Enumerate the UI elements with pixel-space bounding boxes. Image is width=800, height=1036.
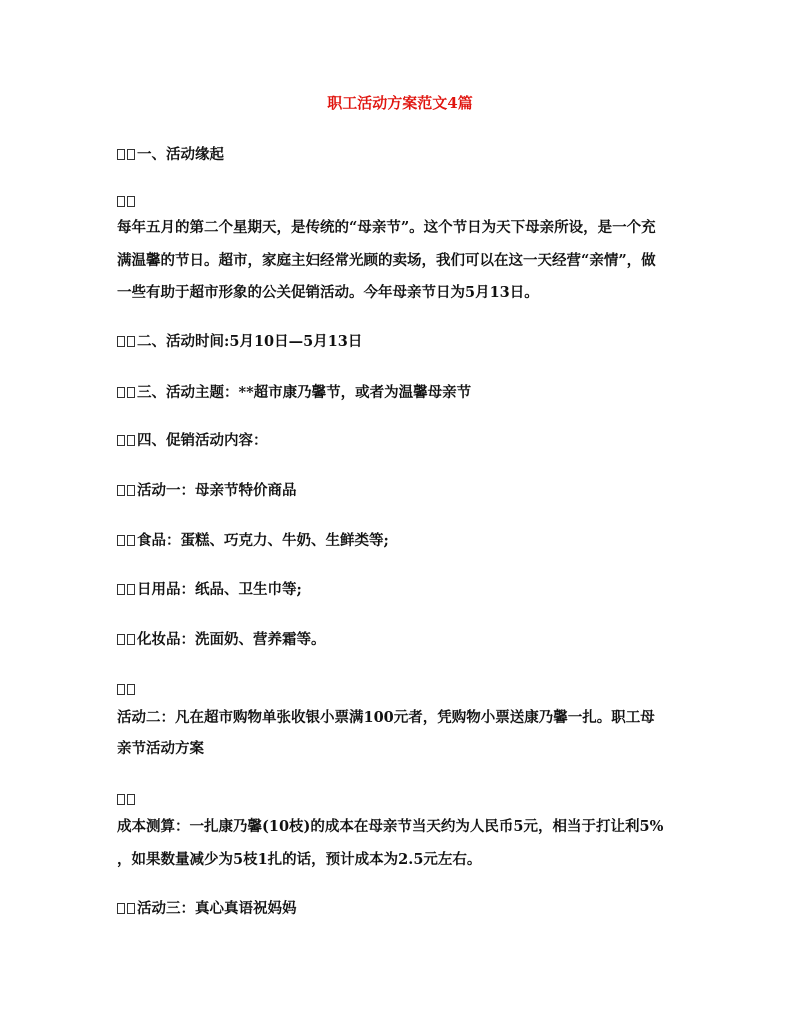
placeholder-box-icon <box>117 684 125 695</box>
placeholder-box-icon <box>117 387 125 398</box>
placeholder-box-icon <box>127 634 135 645</box>
placeholder-box-icon <box>117 149 125 160</box>
placeholder-box-icon <box>127 684 135 695</box>
section-heading-content <box>117 431 687 451</box>
paragraph-line: 亲节活动方案 <box>117 740 204 757</box>
paragraph-line: 成本测算：一扎康乃馨(10枝)的成本在母亲节当天约为人民币5元，相当于打让利5% <box>117 818 664 835</box>
placeholder-box-icon <box>117 336 125 347</box>
placeholder-box-icon <box>127 903 135 914</box>
paragraph-line: 每年五月的第二个星期天，是传统的“母亲节”。这个节日为天下母亲所设，是一个充 <box>117 219 656 236</box>
placeholder-box-icon <box>127 387 135 398</box>
line-text: 四、促销活动内容： <box>137 432 268 449</box>
activity-one <box>117 481 687 501</box>
placeholder-box-icon <box>127 535 135 546</box>
placeholder-box-icon <box>127 149 135 160</box>
line-text: 日用品：纸品、卫生巾等; <box>137 581 302 598</box>
placeholder-box-icon <box>117 903 125 914</box>
section-heading-time <box>117 332 687 352</box>
placeholder-line <box>117 192 687 212</box>
placeholder-box-icon <box>127 336 135 347</box>
placeholder-line <box>117 680 687 700</box>
section-heading-origin <box>117 145 687 165</box>
placeholder-box-icon <box>127 196 135 207</box>
document-title: 职工活动方案范文4篇 <box>327 94 473 112</box>
placeholder-box-icon <box>127 584 135 595</box>
placeholder-box-icon <box>127 794 135 805</box>
line-text: 活动一：母亲节特价商品 <box>137 482 297 499</box>
placeholder-box-icon <box>127 435 135 446</box>
placeholder-box-icon <box>117 634 125 645</box>
placeholder-box-icon <box>117 794 125 805</box>
placeholder-box-icon <box>117 196 125 207</box>
paragraph-line: 活动二：凡在超市购物单张收银小票满100元者，凭购物小票送康乃馨一扎。职工母 <box>117 709 655 726</box>
placeholder-box-icon <box>117 535 125 546</box>
paragraph-line: 满温馨的节日。超市，家庭主妇经常光顾的卖场，我们可以在这一天经营“亲情”，做 <box>117 252 656 269</box>
line-text: 食品：蛋糕、巧克力、牛奶、生鲜类等; <box>137 532 389 549</box>
list-item-cosmetics <box>117 630 687 650</box>
paragraph-line: 一些有助于超市形象的公关促销活动。今年母亲节日为5月13日。 <box>117 284 539 301</box>
line-text: 一、活动缘起 <box>137 146 224 163</box>
placeholder-box-icon <box>117 435 125 446</box>
placeholder-box-icon <box>117 584 125 595</box>
section-heading-theme <box>117 383 687 403</box>
list-item-food <box>117 531 687 551</box>
placeholder-box-icon <box>117 485 125 496</box>
list-item-daily <box>117 580 687 600</box>
line-text: 化妆品：洗面奶、营养霜等。 <box>137 631 326 648</box>
line-text: 活动三：真心真语祝妈妈 <box>137 900 297 917</box>
placeholder-box-icon <box>127 485 135 496</box>
paragraph-line: ，如果数量减少为5枝1扎的话，预计成本为2.5元左右。 <box>117 851 482 868</box>
line-text: 三、活动主题：**超市康乃馨节，或者为温馨母亲节 <box>137 384 472 401</box>
activity-three <box>117 899 687 919</box>
line-text: 二、活动时间:5月10日—5月13日 <box>137 333 363 350</box>
placeholder-line <box>117 790 687 810</box>
